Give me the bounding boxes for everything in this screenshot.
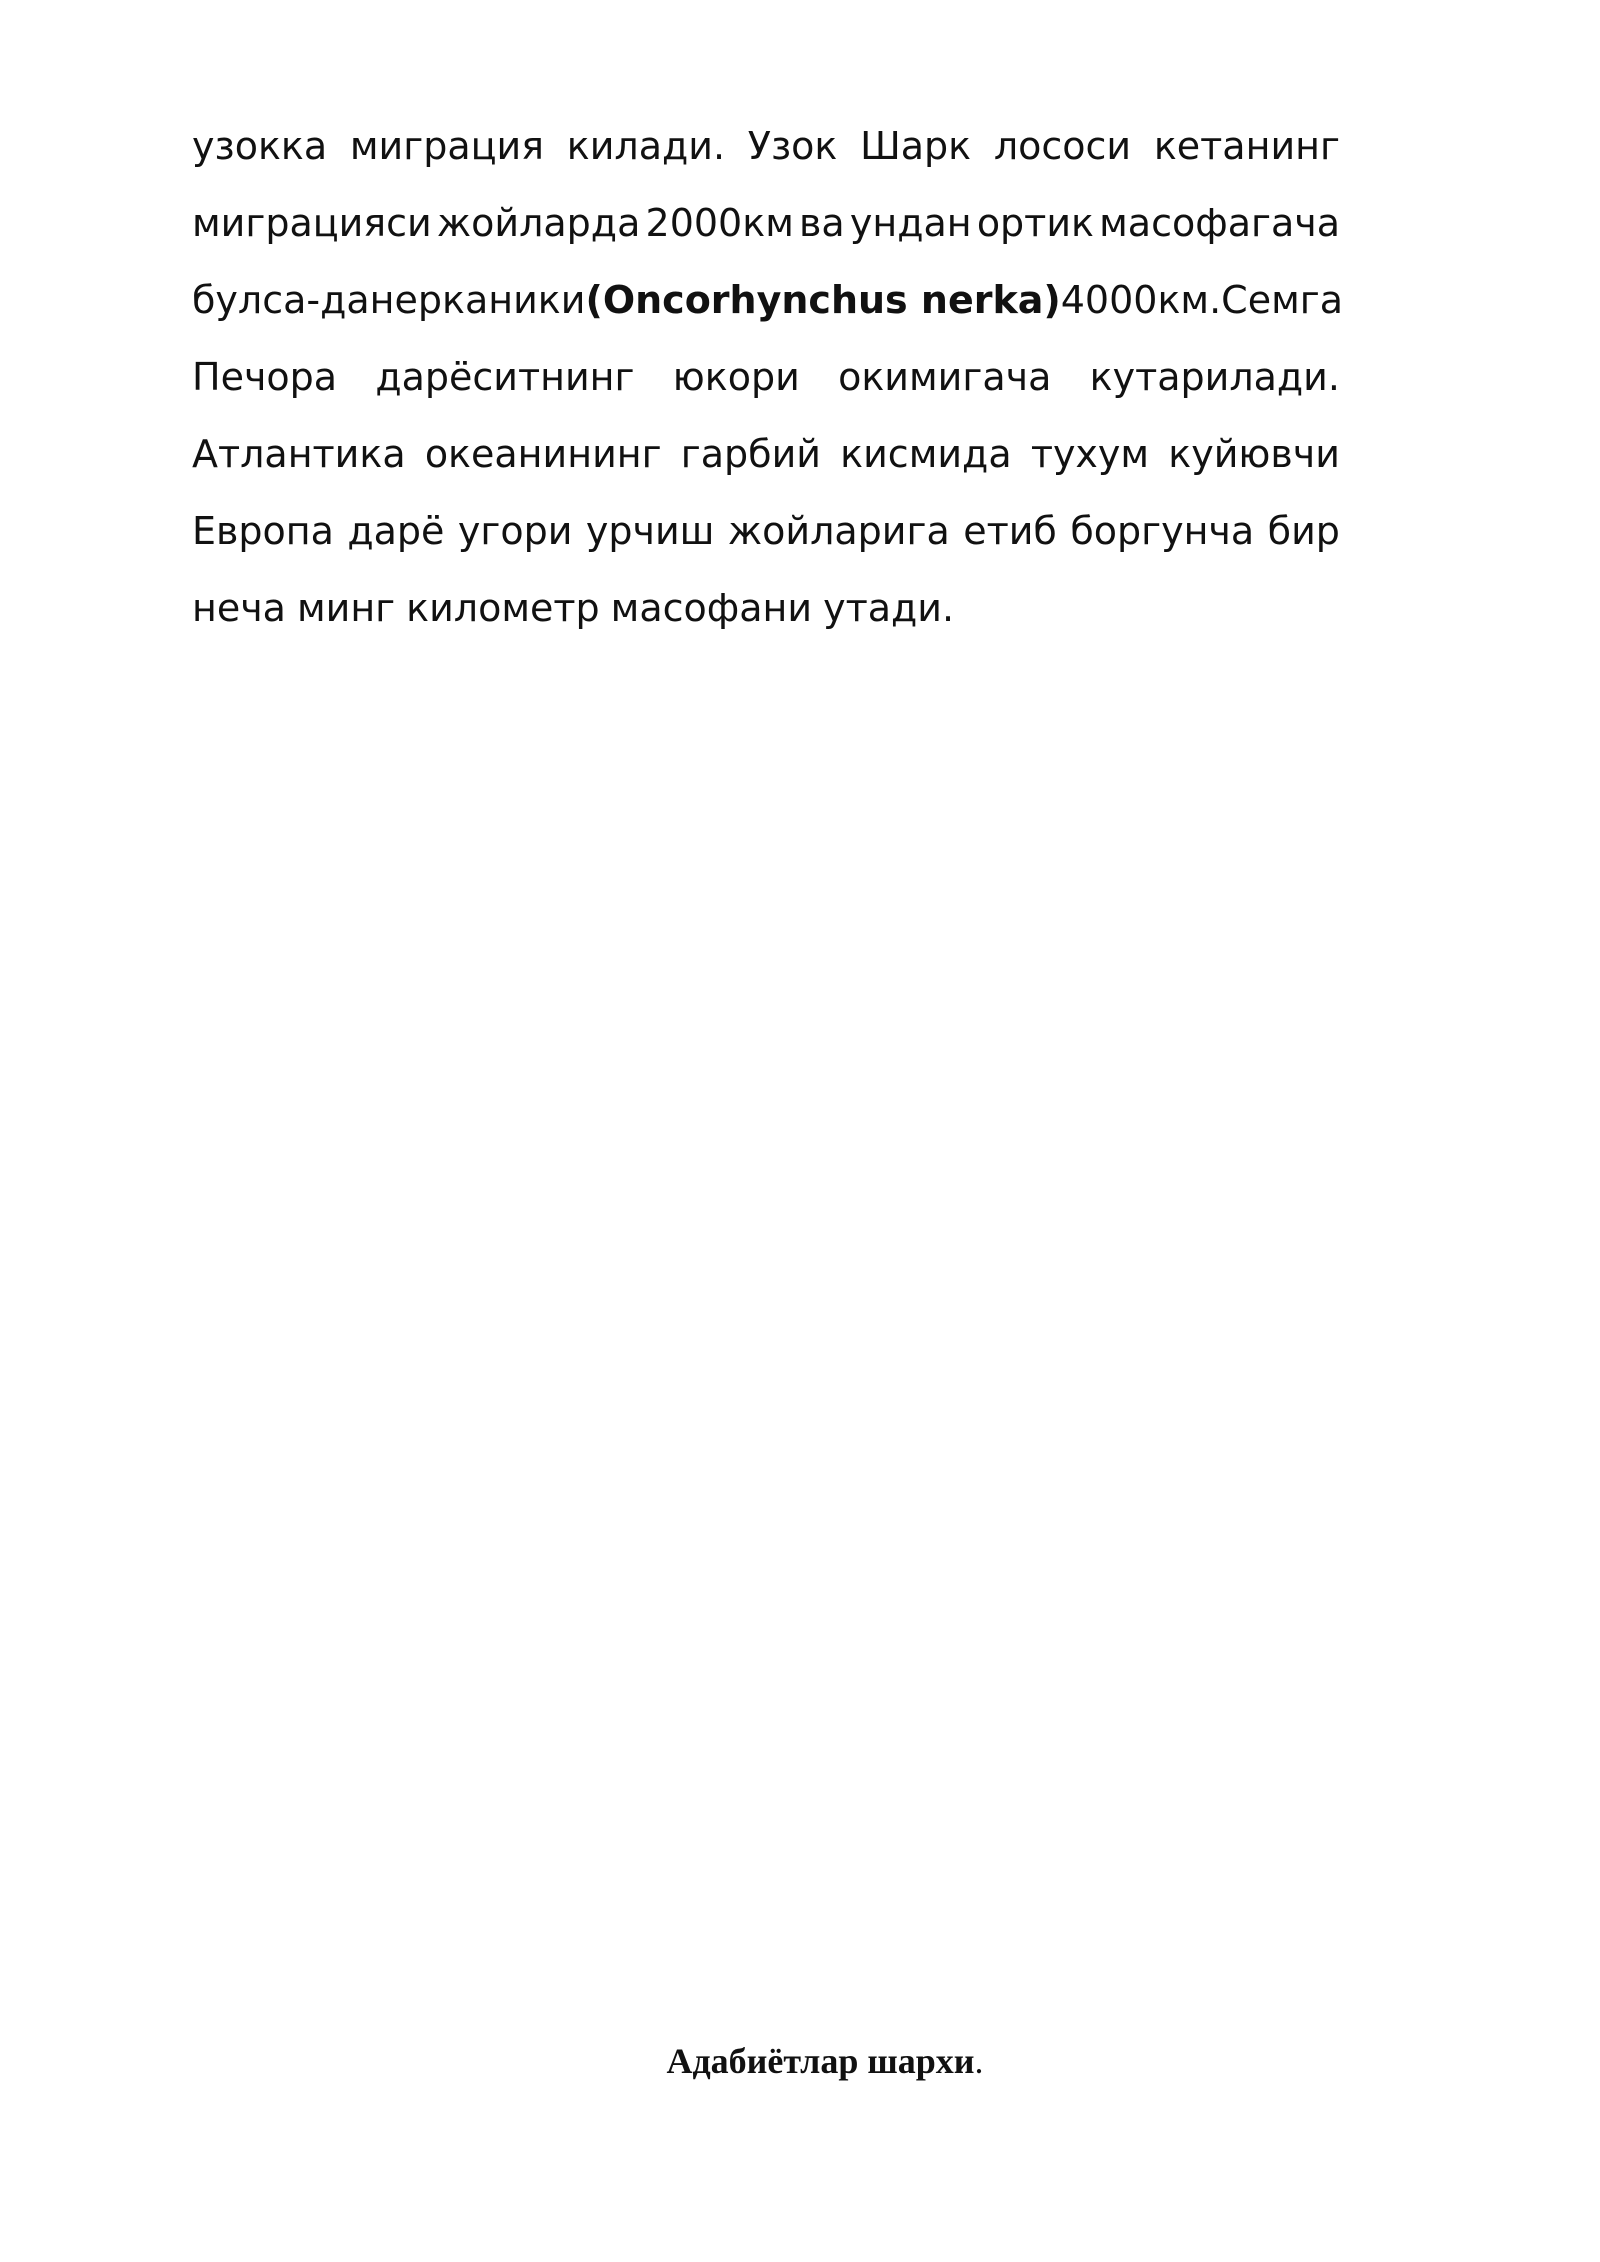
paragraph-line xyxy=(192,416,1340,493)
paragraph-line xyxy=(192,108,1340,185)
word: Европа xyxy=(192,509,334,553)
word: Атлантика xyxy=(192,432,406,476)
word: ва xyxy=(799,201,845,245)
word: масофагача xyxy=(1099,201,1340,245)
body-paragraph xyxy=(192,108,1343,647)
word: океанининг xyxy=(424,432,662,476)
word: угори xyxy=(457,509,573,553)
word: Узок xyxy=(747,124,838,168)
section-heading xyxy=(0,2037,1600,2085)
word: узокка xyxy=(192,124,328,168)
word: юкори xyxy=(672,355,800,399)
word: неча xyxy=(192,586,286,630)
paragraph-line xyxy=(192,339,1340,416)
word: жойларига xyxy=(727,509,950,553)
paragraph-line xyxy=(192,185,1340,262)
word: ундан xyxy=(849,201,972,245)
word: масофани xyxy=(610,586,813,630)
word: километр xyxy=(406,586,600,630)
word: дарё xyxy=(347,509,445,553)
word: жойларда xyxy=(436,201,641,245)
word: кутарилади. xyxy=(1089,355,1340,399)
word: етиб xyxy=(963,509,1057,553)
section-heading-period: . xyxy=(974,2041,984,2081)
word: миграцияси xyxy=(192,201,432,245)
paragraph-line xyxy=(192,493,1340,570)
word: нерканики xyxy=(369,278,586,322)
word: 2000км xyxy=(645,201,794,245)
word: булса-да xyxy=(192,278,370,322)
word: окимигача xyxy=(838,355,1052,399)
word: урчиш xyxy=(585,509,715,553)
paragraph-line xyxy=(192,262,1343,339)
word: куйювчи xyxy=(1168,432,1340,476)
word: ортик xyxy=(976,201,1094,245)
word: 4000км. xyxy=(1060,278,1222,322)
word: кетанинг xyxy=(1153,124,1340,168)
word: тухум xyxy=(1030,432,1150,476)
species-name-bold: (Oncorhynchus nerka) xyxy=(585,278,1061,322)
word: Печора xyxy=(192,355,338,399)
word: минг xyxy=(296,586,396,630)
word: кисмида xyxy=(840,432,1012,476)
word: гарбий xyxy=(680,432,821,476)
word: боргунча xyxy=(1070,509,1255,553)
word: утади. xyxy=(823,586,955,630)
word: миграция xyxy=(349,124,545,168)
word: Шарк xyxy=(860,124,972,168)
section-heading-title: Адабиётлар шархи xyxy=(666,2041,975,2081)
word: бир xyxy=(1267,509,1340,553)
word: дарёситнинг xyxy=(375,355,635,399)
word: Семга xyxy=(1221,278,1343,322)
word: килади. xyxy=(566,124,726,168)
paragraph-line xyxy=(192,570,1340,647)
word: лососи xyxy=(993,124,1132,168)
